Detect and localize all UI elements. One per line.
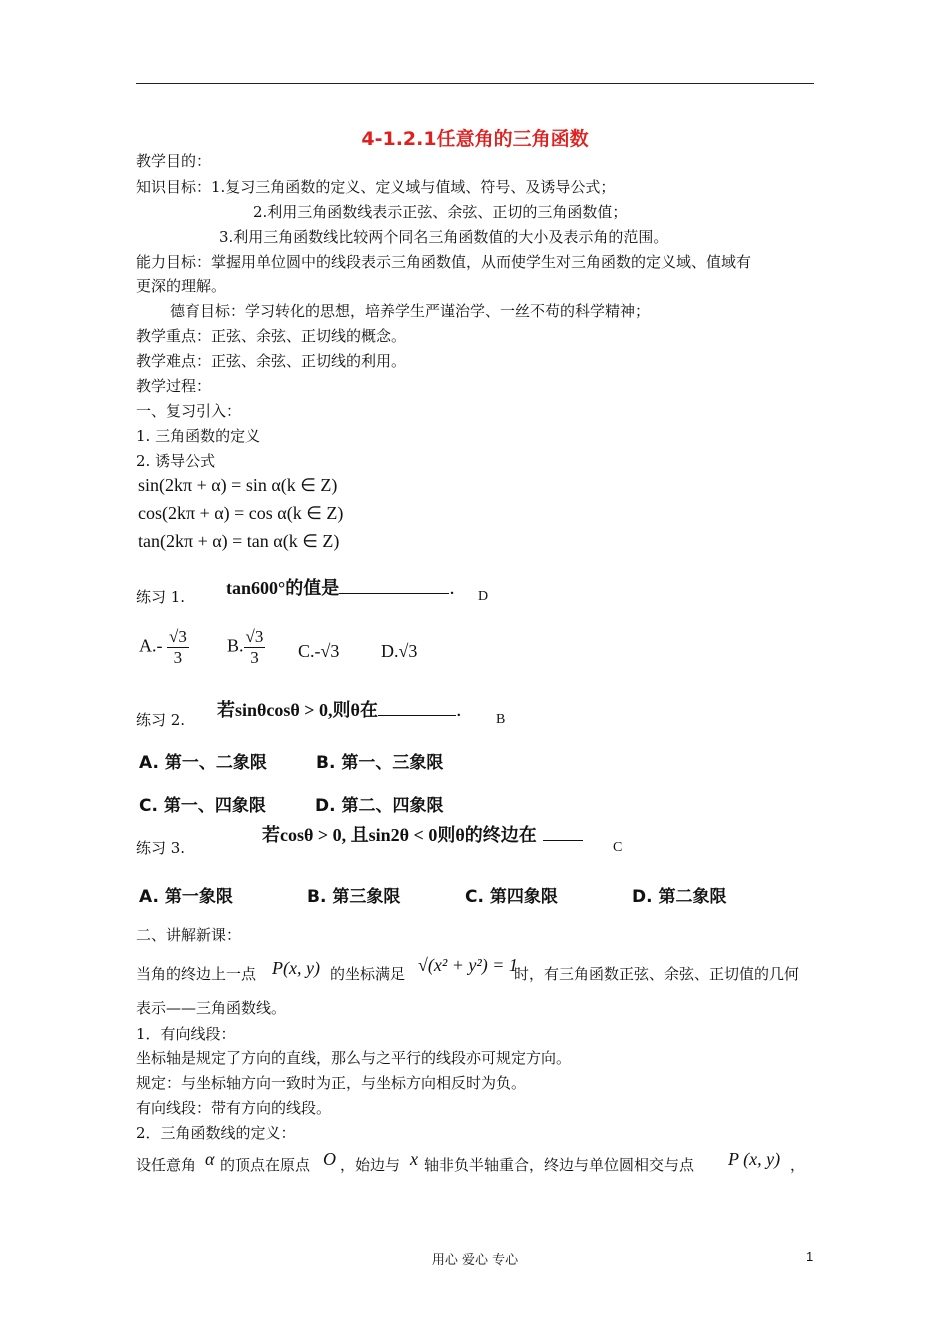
review-heading: 一、复习引入： bbox=[136, 402, 242, 420]
definition-x-axis: x bbox=[410, 1149, 418, 1169]
formula-cos: cos(2kπ + α) = cos α(k ∈ Z) bbox=[138, 503, 344, 523]
knowledge-objective-2: 2.利用三角函数线表示正弦、余弦、正切的三角函数值； bbox=[253, 203, 628, 221]
option-a-prefix: A.- bbox=[139, 635, 163, 656]
intro-formula: √(x² + y²) = 1 bbox=[418, 955, 518, 975]
exercise-3-option-a bbox=[139, 885, 233, 908]
answer-blank bbox=[543, 840, 583, 841]
option-b-text: B. 第一、三象限 bbox=[316, 753, 444, 773]
exercise-2-label: 练习 2. bbox=[136, 711, 186, 729]
ability-objective-line-1: 能力目标：掌握用单位圆中的线段表示三角函数值，从而使学生对三角函数的定义域、值域有 bbox=[136, 253, 752, 271]
exercise-2-option-c bbox=[139, 794, 266, 817]
definition-point: P (x, y) bbox=[728, 1149, 781, 1169]
option-a-text: A. 第一、二象限 bbox=[139, 753, 267, 773]
definition-alpha: α bbox=[205, 1149, 215, 1169]
definition-text-a: 设任意角 bbox=[136, 1156, 197, 1174]
option-c-text: C. 第一、四象限 bbox=[139, 796, 266, 816]
ability-objective-line-2: 更深的理解。 bbox=[136, 277, 227, 295]
header-rule bbox=[136, 83, 814, 84]
definition-text-b: 的顶点在原点 bbox=[220, 1156, 311, 1174]
intro-text-d: 表示——三角函数线。 bbox=[136, 999, 287, 1017]
option-b-text: B. 第三象限 bbox=[307, 887, 401, 907]
section-1-text-c: 有向线段：带有方向的线段。 bbox=[136, 1099, 332, 1117]
option-a-denominator: 3 bbox=[173, 648, 183, 667]
option-d-text: D. 第二象限 bbox=[632, 887, 727, 907]
exercise-3-option-d bbox=[632, 885, 727, 908]
intro-text-a: 当角的终边上一点 bbox=[136, 965, 257, 983]
formula-tan: tan(2kπ + α) = tan α(k ∈ Z) bbox=[138, 531, 340, 551]
footer-slogan: 用心 爱心 专心 bbox=[431, 1253, 519, 1268]
knowledge-objective-3: 3.利用三角函数线比较两个同名三角函数值的大小及表示角的范围。 bbox=[219, 228, 669, 246]
option-a-numerator: √3 bbox=[169, 627, 187, 646]
exercise-1-option-b bbox=[227, 627, 265, 668]
option-c-text: C. 第四象限 bbox=[465, 887, 558, 907]
option-b-numerator: √3 bbox=[245, 627, 264, 646]
answer-blank bbox=[378, 715, 456, 716]
exercise-2-question: 若sinθcosθ > 0,则θ在 ． bbox=[217, 700, 474, 720]
moral-objective: 德育目标：学习转化的思想，培养学生严谨治学、一丝不苟的科学精神； bbox=[170, 302, 651, 320]
definition-origin: O bbox=[323, 1149, 336, 1169]
exercise-3-question bbox=[262, 824, 583, 846]
exercise-1-option-a bbox=[139, 627, 189, 668]
exercise-3-option-c bbox=[465, 885, 558, 908]
section-1-heading: 1．有向线段： bbox=[136, 1025, 236, 1043]
intro-text-c: 时，有三角函数正弦、余弦、正切值的几何 bbox=[514, 965, 800, 983]
exercise-2-option-b bbox=[316, 751, 443, 774]
formula-sin: sin(2kπ + α) = sin α(k ∈ Z) bbox=[138, 475, 338, 495]
exercise-2-question-text: 若sinθcosθ > 0,则θ在 bbox=[217, 700, 378, 720]
option-b-prefix: B. bbox=[227, 635, 244, 656]
exercise-3-question-text: 若cosθ > 0, 且sin2θ < 0则θ的终边在 bbox=[262, 825, 537, 845]
exercise-3-option-b bbox=[307, 885, 400, 908]
teaching-difficulty: 教学难点：正弦、余弦、正切线的利用。 bbox=[136, 352, 407, 370]
option-d-text: D. 第二、四象限 bbox=[315, 796, 444, 816]
exercise-1-question: tan600°的值是 ． bbox=[226, 578, 468, 598]
answer-blank bbox=[339, 593, 449, 594]
intro-point: P(x, y) bbox=[272, 958, 320, 978]
definition-text-e: ， bbox=[790, 1156, 806, 1174]
section-1-text-b: 规定：与坐标轴方向一致时为正，与坐标方向相反时为负。 bbox=[136, 1074, 527, 1092]
option-a-text: A. 第一象限 bbox=[139, 887, 233, 907]
exercise-2-option-d bbox=[315, 794, 444, 817]
definition-text-d: 轴非负半轴重合，终边与单位圆相交与点 bbox=[424, 1156, 695, 1174]
exercise-2-answer: B bbox=[496, 712, 506, 727]
teaching-key-point: 教学重点：正弦、余弦、正切线的概念。 bbox=[136, 327, 407, 345]
page-title: 4-1.2.1任意角的三角函数 bbox=[361, 128, 589, 150]
knowledge-objective-1: 知识目标：1.复习三角函数的定义、定义域与值域、符号、及诱导公式； bbox=[136, 178, 616, 196]
exercise-1-answer: D bbox=[478, 589, 489, 604]
new-lesson-heading: 二、讲解新课： bbox=[136, 926, 242, 944]
exercise-1-label: 练习 1. bbox=[136, 588, 186, 606]
definition-text-c: ，始边与 bbox=[340, 1156, 401, 1174]
review-item-1: 1. 三角函数的定义 bbox=[136, 427, 261, 445]
option-b-denominator: 3 bbox=[250, 648, 259, 667]
objectives-heading: 教学目的： bbox=[136, 152, 212, 170]
exercise-2-option-a bbox=[139, 751, 267, 774]
section-2-heading: 2．三角函数线的定义： bbox=[136, 1124, 296, 1142]
exercise-1-option-d: D.√3 bbox=[381, 641, 418, 661]
exercise-3-answer: C bbox=[613, 840, 623, 855]
teaching-process: 教学过程： bbox=[136, 377, 212, 395]
page-number: 1 bbox=[806, 1249, 814, 1264]
exercise-1-option-c: C.-√3 bbox=[298, 641, 340, 661]
section-1-text-a: 坐标轴是规定了方向的直线，那么与之平行的线段亦可规定方向。 bbox=[136, 1049, 572, 1067]
review-item-2: 2. 诱导公式 bbox=[136, 452, 216, 470]
option-b-fraction bbox=[244, 627, 266, 668]
exercise-1-question-text: tan600°的值是 bbox=[226, 578, 340, 598]
intro-text-b: 的坐标满足 bbox=[330, 965, 406, 983]
option-a-fraction bbox=[167, 627, 189, 668]
exercise-3-label: 练习 3. bbox=[136, 839, 186, 857]
